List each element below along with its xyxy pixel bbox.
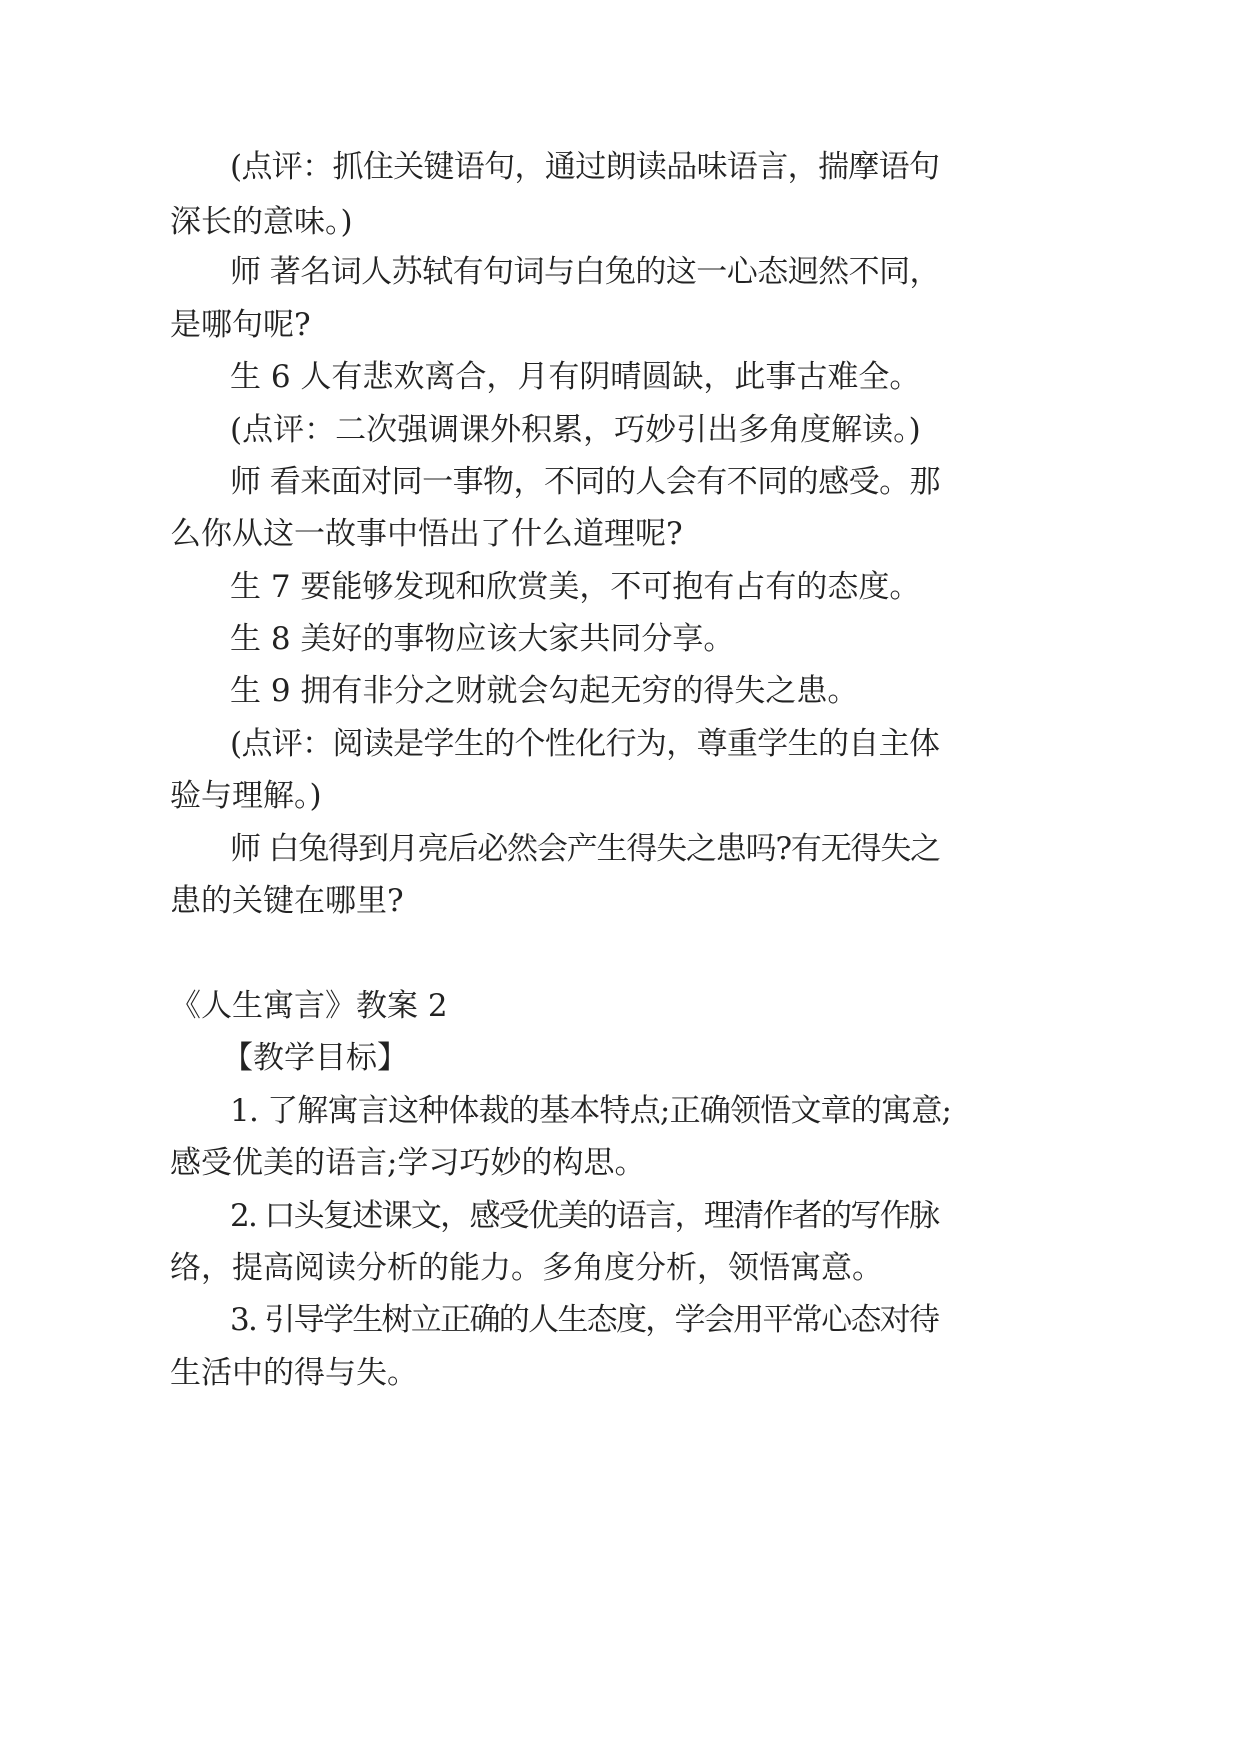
student-7-answer: 生 7 要能够发现和欣赏美，不可抱有占有的态度。 xyxy=(230,569,921,605)
comment-3-line-2: 验与理解。) xyxy=(170,778,322,814)
goal-1-line-2: 感受优美的语言;学习巧妙的构思。 xyxy=(170,1145,646,1181)
student-8-answer: 生 8 美好的事物应该大家共同分享。 xyxy=(230,621,735,657)
teacher-question-3-line-1: 师 白兔得到月亮后必然会产生得失之患吗?有无得失之 xyxy=(230,831,940,867)
comment-2: (点评：二次强调课外积累，巧妙引出多角度解读。) xyxy=(230,412,921,448)
teacher-question-2-line-2: 么你从这一故事中悟出了什么道理呢? xyxy=(170,516,683,552)
teacher-question-2-line-1: 师 看来面对同一事物，不同的人会有不同的感受。那 xyxy=(230,464,940,500)
teacher-question-1-line-2: 是哪句呢? xyxy=(170,307,311,343)
lesson-plan-2-title: 《人生寓言》教案 2 xyxy=(170,988,448,1024)
student-6-answer: 生 6 人有悲欢离合，月有阴晴圆缺，此事古难全。 xyxy=(230,359,921,395)
teacher-question-1-line-1: 师 著名词人苏轼有句词与白兔的这一心态迥然不同， xyxy=(230,254,940,290)
goal-2-line-1: 2. 口头复述课文，感受优美的语言，理清作者的写作脉 xyxy=(230,1198,939,1234)
student-9-answer: 生 9 拥有非分之财就会勾起无穷的得失之患。 xyxy=(230,673,859,709)
comment-3-line-1: (点评：阅读是学生的个性化行为，尊重学生的自主体 xyxy=(230,726,940,762)
comment-1-line-1: (点评：抓住关键语句，通过朗读品味语言，揣摩语句 xyxy=(230,149,940,185)
teacher-question-3-line-2: 患的关键在哪里? xyxy=(170,883,404,919)
comment-1-line-2: 深长的意味。) xyxy=(170,204,353,240)
teaching-goals-heading: 【教学目标】 xyxy=(222,1040,408,1076)
goal-1-line-1: 1. 了解寓言这种体裁的基本特点;正确领悟文章的寓意; xyxy=(230,1093,952,1129)
goal-2-line-2: 络，提高阅读分析的能力。多角度分析，领悟寓意。 xyxy=(170,1250,883,1286)
goal-3-line-1: 3. 引导学生树立正确的人生态度，学会用平常心态对待 xyxy=(230,1302,939,1338)
goal-3-line-2: 生活中的得与失。 xyxy=(170,1355,418,1391)
